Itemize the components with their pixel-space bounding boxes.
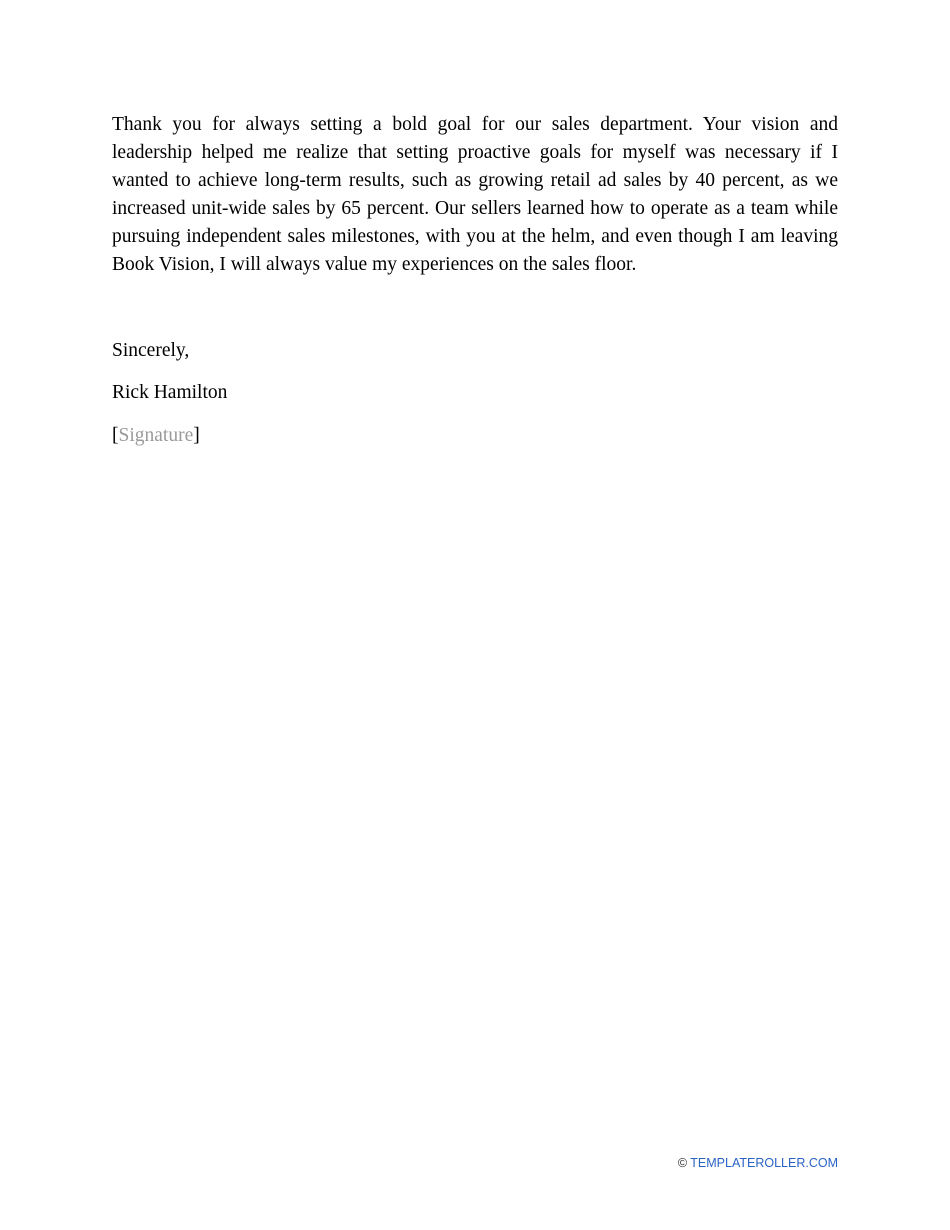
- footer-credit: [678, 1155, 838, 1171]
- signature-line: [112, 423, 200, 449]
- signature-placeholder: Signature: [118, 425, 194, 446]
- copyright-symbol: ©: [677, 1156, 688, 1170]
- sender-name: Rick Hamilton: [112, 382, 228, 403]
- templateroller-link[interactable]: TEMPLATEROLLER.COM: [690, 1156, 838, 1170]
- letter-closing: Sincerely,: [112, 340, 190, 361]
- signature-close-bracket: ]: [193, 425, 200, 446]
- letter-body-paragraph: Thank you for always setting a bold goal for our sales department. Your vision and leadership helped me realize that setting proactive goals for myself was necessary if I wanted to achieve long-term results, such as growing retail ad sales by 40 percent, as we increased unit-wide sales by 65 percent. Our sellers learned how to operate as a team while pursuing independent sales milestones, with you at the helm, and even though I am leaving Book Vision, I will always value my experiences on the sales floor.: [112, 114, 838, 275]
- signature-open-bracket: [: [112, 425, 119, 446]
